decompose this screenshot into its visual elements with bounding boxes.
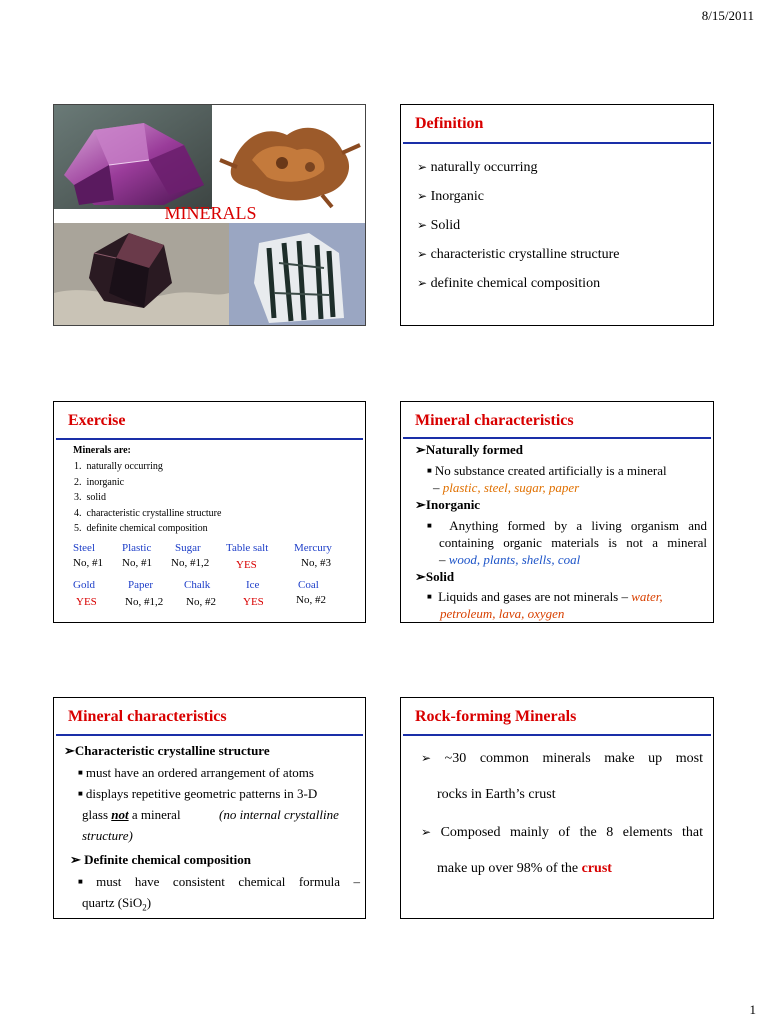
- arrow-bullet-icon: ➢: [417, 276, 428, 290]
- bullet-text: ■ Liquids and gases are not minerals – water,: [427, 589, 663, 604]
- list-item: ➢ definite chemical composition: [417, 276, 601, 291]
- list-item: 1. naturally occurring: [74, 461, 163, 472]
- substance-name: Ice: [246, 579, 260, 591]
- square-bullet-icon: ■: [427, 521, 438, 530]
- examples-line: – wood, plants, shells, coal: [439, 552, 581, 567]
- slide-mineral-characteristics-1: [400, 401, 714, 623]
- substance-name: Gold: [73, 579, 95, 591]
- answer-yes: YES: [243, 596, 264, 608]
- slide-rock-forming-minerals: [400, 697, 714, 919]
- arrow-bullet-icon: ➢: [421, 825, 432, 839]
- answer: No, #1: [73, 557, 103, 569]
- criteria-list: [74, 459, 221, 537]
- examples-line: petroleum, lava, oxygen: [440, 606, 565, 621]
- bullet-text: ■ must have an ordered arrangement of atoms: [78, 765, 314, 780]
- list-item: 3. solid: [74, 492, 106, 503]
- bullet-text: ■ displays repetitive geometric patterns in 3-D: [78, 786, 318, 801]
- bullet-text: ■ No substance created artificially is a mineral: [427, 463, 667, 478]
- copper-photo: [212, 105, 366, 209]
- heading-solid: ➢Solid: [415, 569, 455, 584]
- slide-title: Rock-forming Minerals: [415, 708, 577, 725]
- bullet-text: ➢ Composed mainly of the 8 elements that: [421, 825, 704, 840]
- heading-inorganic: ➢Inorganic: [415, 497, 481, 512]
- square-bullet-icon: ■: [78, 877, 94, 886]
- answer: No, #1,2: [125, 596, 164, 608]
- list-heading: Minerals are:: [73, 445, 131, 456]
- list-item: ➢ characteristic crystalline structure: [417, 247, 620, 262]
- bullet-text: ➢ ~30 common minerals make up most: [421, 751, 703, 766]
- list-item: 2. inorganic: [74, 476, 125, 488]
- page-number: 1: [749, 1002, 756, 1017]
- slide-minerals-title: [53, 104, 366, 326]
- parenthetical-cont: structure): [82, 828, 133, 843]
- answer: No, #2: [186, 596, 216, 608]
- answer-yes: YES: [236, 559, 257, 571]
- arrow-bullet-icon: ➢: [417, 160, 428, 174]
- square-bullet-icon: ■: [427, 592, 432, 601]
- slide-title: Definition: [415, 115, 484, 132]
- bullet-text: ■ Anything formed by a living organism and: [427, 518, 707, 533]
- slide-mineral-characteristics-2: [53, 697, 366, 919]
- title-divider: [403, 734, 711, 736]
- title-divider: [56, 734, 363, 736]
- list-item: ➢ Solid: [417, 218, 461, 233]
- substance-name: Sugar: [175, 542, 201, 554]
- title-divider: [403, 437, 711, 439]
- substance-name: Chalk: [184, 579, 211, 591]
- garnet-photo: [54, 223, 229, 326]
- answer: No, #1: [122, 557, 152, 569]
- bullet-text-cont: make up over 98% of the crust: [437, 861, 612, 876]
- slide-title: Mineral characteristics: [68, 708, 227, 725]
- page-date: 8/15/2011: [701, 8, 754, 23]
- substance-name: Steel: [73, 542, 95, 554]
- substance-name: Paper: [128, 579, 154, 591]
- arrow-bullet-icon: ➢: [415, 442, 426, 457]
- definition-list: [417, 153, 619, 298]
- answer: No, #1,2: [171, 557, 210, 569]
- arrow-bullet-icon: ➢: [70, 852, 81, 867]
- square-bullet-icon: ■: [427, 466, 432, 475]
- bullet-text-cont: containing organic materials is not a mineral: [439, 535, 707, 550]
- bullet-text: ■ must have consistent chemical formula –: [78, 874, 360, 889]
- fluorite-photo: [54, 105, 212, 209]
- list-item: ➢ naturally occurring: [417, 160, 538, 175]
- tourmaline-photo: [229, 223, 366, 326]
- slide-exercise: [53, 401, 366, 623]
- arrow-bullet-icon: ➢: [417, 247, 428, 261]
- parenthetical: (no internal crystalline: [219, 807, 339, 822]
- slide-title-minerals: MINERALS: [164, 203, 257, 223]
- bullet-text-cont: glass not a mineral: [82, 807, 181, 822]
- examples-line: – plastic, steel, sugar, paper: [433, 480, 580, 495]
- arrow-bullet-icon: ➢: [417, 218, 428, 232]
- substance-name: Plastic: [122, 542, 152, 554]
- slide-title: Exercise: [68, 412, 126, 429]
- slide-title: Mineral characteristics: [415, 412, 574, 429]
- arrow-bullet-icon: ➢: [417, 189, 428, 203]
- heading-naturally-formed: ➢Naturally formed: [415, 442, 524, 457]
- answer-yes: YES: [76, 596, 97, 608]
- formula-line: quartz (SiO$_2$): [82, 895, 152, 913]
- arrow-bullet-icon: ➢: [415, 569, 426, 584]
- heading-chemical-composition: ➢ Definite chemical composition: [70, 852, 251, 867]
- substance-name: Mercury: [294, 542, 332, 554]
- heading-crystalline-structure: ➢Characteristic crystalline structure: [64, 743, 270, 758]
- list-item: ➢ Inorganic: [417, 189, 484, 204]
- answer: No, #3: [301, 557, 331, 569]
- square-bullet-icon: ■: [78, 789, 83, 798]
- title-divider: [403, 142, 711, 144]
- arrow-bullet-icon: ➢: [415, 497, 426, 512]
- slide-definition: [400, 104, 714, 326]
- square-bullet-icon: ■: [78, 768, 83, 777]
- substance-name: Coal: [298, 579, 319, 591]
- arrow-bullet-icon: ➢: [64, 743, 75, 758]
- title-divider: [56, 438, 363, 440]
- substance-name: Table salt: [226, 542, 269, 554]
- answer: No, #2: [296, 594, 326, 606]
- arrow-bullet-icon: ➢: [421, 751, 432, 765]
- list-item: 5. definite chemical composition: [74, 523, 208, 534]
- list-item: 4. characteristic crystalline structure: [74, 507, 222, 519]
- bullet-text-cont: rocks in Earth’s crust: [437, 787, 556, 802]
